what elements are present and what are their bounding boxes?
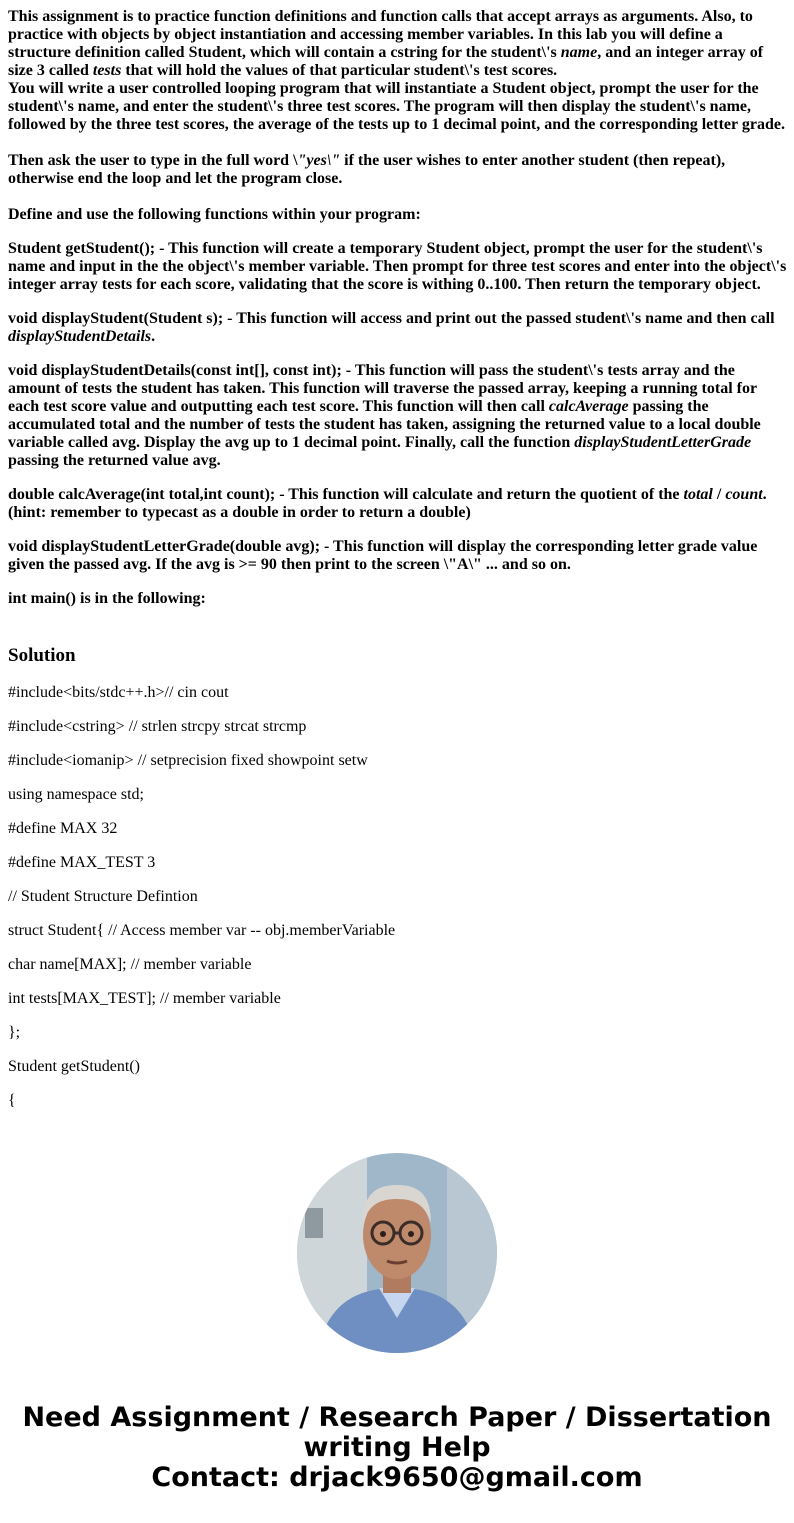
question-intro: This assignment is to practice function definitions and function calls that accept arrays as arguments. Also, to practice with objects by object instantiation and accessing member variables. In this lab you will define a structure definition called Student, which will contain a cstring for the student\'s name, and an integer array of size 3 called tests that will hold the values of that particular student\'s test scores.	[8, 8, 764, 79]
question-paragraph-3: Then ask the user to type in the full word \"yes\" if the user wishes to enter another student (then repeat), otherwise end the loop and let the program close.	[8, 152, 726, 187]
question-paragraph-10: int main() is in the following:	[8, 590, 206, 607]
code-line: Student getStudent()	[8, 1058, 140, 1075]
contact-banner-line-3: Contact: drjack9650@gmail.com	[151, 1462, 643, 1493]
question-paragraph-2: You will write a user controlled looping program that will instantiate a Student object, prompt the user for the student\'s name, and enter the student\'s three test scores. The program will then display the student\'s name, followed by the three test scores, the average of the tests up to 1 decimal point, and the corresponding letter grade.	[8, 80, 785, 133]
code-line: #include<bits/stdc++.h>// cin cout	[8, 684, 229, 701]
code-line: #include<iomanip> // setprecision fixed showpoint setw	[8, 752, 368, 769]
question-paragraph-4: Define and use the following functions within your program:	[8, 206, 421, 223]
code-line: int tests[MAX_TEST]; // member variable	[8, 990, 281, 1007]
code-line: {	[8, 1092, 16, 1109]
code-line: #define MAX_TEST 3	[8, 854, 156, 871]
code-line: #include<cstring> // strlen strcpy strcat strcmp	[8, 718, 307, 735]
question-paragraph-5: Student getStudent(); - This function will create a temporary Student object, prompt the user for the student\'s name and input in the the object\'s member variable. Then prompt for three test scores and enter into the object\'s integer array tests for each score, validating that the score is withing 0..100. Then return the temporary object.	[8, 240, 787, 293]
question-paragraph-7: void displayStudentDetails(const int[], const int); - This function will pass the student\'s tests array and the amount of tests the student has taken. This function will traverse the passed array, keeping a running total for each test score value and outputting each test score. This function will then call calcAverage passing the accumulated total and the number of tests the student has taken, assigning the returned value to a local double variable called avg. Display the avg up to 1 decimal point. Finally, call the function displayStudentLetterGrade passing the returned value avg.	[8, 362, 761, 469]
contact-banner	[0, 1403, 794, 1493]
question-paragraph-9: void displayStudentLetterGrade(double avg); - This function will display the corresponding letter grade value given the passed avg. If the avg is >= 90 then print to the screen \"A\" ... and so on.	[8, 538, 758, 573]
question-paragraph-6: void displayStudent(Student s); - This function will access and print out the passed student\'s name and then call displayStudentDetails.	[8, 310, 775, 345]
code-line: };	[8, 1024, 21, 1041]
tutor-avatar	[297, 1153, 497, 1353]
code-line: char name[MAX]; // member variable	[8, 956, 252, 973]
code-line: struct Student{ // Access member var -- obj.memberVariable	[8, 922, 396, 939]
solution-heading: Solution	[8, 645, 76, 666]
tutor-photo	[297, 1153, 497, 1353]
question-paragraph-8: double calcAverage(int total,int count); - This function will calculate and return the quotient of the total / count. (hint: remember to typecast as a double in order to return a double)	[8, 486, 767, 521]
contact-banner-line-1: Need Assignment / Research Paper / Dissertation	[22, 1402, 772, 1433]
code-line: #define MAX 32	[8, 820, 118, 837]
solution-code	[8, 684, 788, 1126]
contact-banner-line-2: writing Help	[303, 1432, 491, 1463]
code-line: // Student Structure Defintion	[8, 888, 198, 905]
question-text	[8, 8, 788, 608]
code-line: using namespace std;	[8, 786, 144, 803]
